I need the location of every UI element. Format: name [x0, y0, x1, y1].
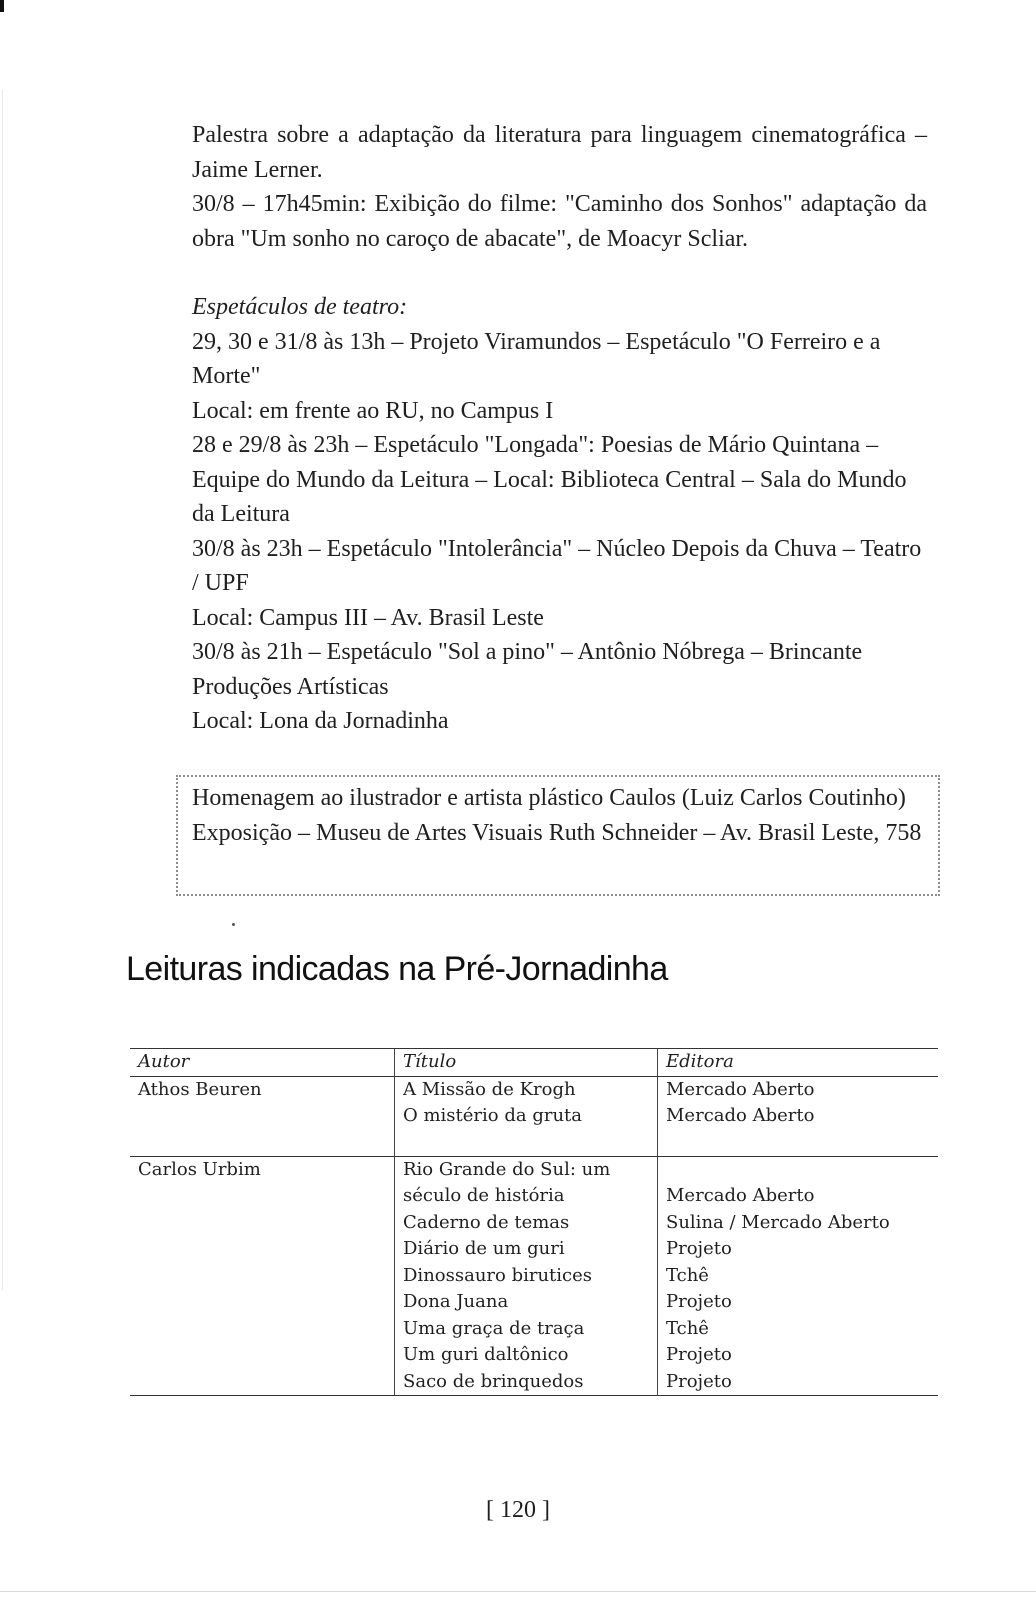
- intro-section: [192, 118, 927, 256]
- author-name: Athos Beuren: [138, 1078, 262, 1100]
- book-title: Caderno de temas: [403, 1211, 570, 1233]
- publisher-name: Mercado Aberto: [666, 1078, 815, 1100]
- theater-line: 28 e 29/8 às 23h – Espetáculo "Longada": Poesias de Mário Quintana – Equipe do Mundo da Leitura – Local: Biblioteca Central – Sala do Mundo da Leitura: [192, 432, 907, 527]
- scan-edge-bottom: [0, 1591, 1036, 1592]
- tribute-box: [176, 775, 940, 896]
- publisher-name: Projeto: [666, 1370, 732, 1392]
- theater-line: Local: Lona da Jornadinha: [192, 708, 449, 734]
- book-title: século de história: [403, 1185, 565, 1206]
- scan-edge: [2, 90, 3, 1290]
- header-titulo: Título: [395, 1049, 658, 1077]
- publisher-name: Sulina / Mercado Aberto: [666, 1211, 890, 1233]
- table-row: [130, 1076, 938, 1156]
- author-cell: [130, 1156, 395, 1396]
- title-cell: [395, 1156, 658, 1396]
- publisher-name: Mercado Aberto: [666, 1105, 815, 1126]
- theater-section: [192, 290, 927, 739]
- section-title: Leituras indicadas na Pré-Jornadinha: [126, 950, 668, 988]
- theater-line: 30/8 às 23h – Espetáculo "Intolerância" – Núcleo Depois da Chuva – Teatro / UPF: [192, 535, 922, 596]
- theater-heading: Espetáculos de teatro:: [192, 294, 408, 320]
- page-number: [ 120 ]: [486, 1497, 550, 1523]
- theater-line: 30/8 às 21h – Espetáculo "Sol a pino" – Antônio Nóbrega – Brincante Produções Artísticas: [192, 639, 863, 700]
- publisher-cell: [658, 1156, 939, 1396]
- author-cell: [130, 1076, 395, 1156]
- theater-line: Local: Campus III – Av. Brasil Leste: [192, 604, 544, 631]
- theater-line: 29, 30 e 31/8 às 13h – Projeto Viramundos – Espetáculo "O Ferreiro e a Morte": [192, 328, 881, 389]
- publisher-name: Tchê: [666, 1264, 709, 1286]
- book-title: Uma graça de traça: [403, 1317, 585, 1339]
- publisher-name: Tchê: [666, 1317, 709, 1339]
- title-cell: [395, 1076, 658, 1156]
- intro-paragraph: 30/8 – 17h45min: Exibição do filme: "Caminho dos Sonhos" adaptação da obra "Um sonho no caroço de abacate", de Moacyr Scliar.: [192, 191, 927, 252]
- publisher-name: Projeto: [666, 1291, 732, 1312]
- theater-line: Local: em frente ao RU, no Campus I: [192, 397, 554, 424]
- publisher-name: [666, 1157, 930, 1184]
- book-title: Saco de brinquedos: [403, 1370, 584, 1392]
- scan-dot: [232, 923, 235, 926]
- intro-paragraph: Palestra sobre a adaptação da literatura para linguagem cinematográfica – Jaime Lerner.: [192, 122, 927, 183]
- publisher-name: Projeto: [666, 1344, 732, 1365]
- book-title: Dinossauro birutices: [403, 1264, 593, 1286]
- book-title: O mistério da gruta: [403, 1105, 583, 1126]
- scan-mark: [0, 0, 4, 12]
- book-title: Diário de um guri: [403, 1238, 565, 1259]
- table-row: [130, 1156, 938, 1396]
- table-header-row: [130, 1049, 938, 1077]
- book-title: A Missão de Krogh: [403, 1078, 576, 1100]
- book-title: Dona Juana: [403, 1291, 509, 1312]
- publisher-cell: [658, 1076, 939, 1156]
- author-name: Carlos Urbim: [138, 1158, 261, 1180]
- page-body: [192, 118, 927, 739]
- header-editora: Editora: [658, 1049, 939, 1077]
- publisher-name: Mercado Aberto: [666, 1185, 815, 1206]
- tribute-text: Homenagem ao ilustrador e artista plástico Caulos (Luiz Carlos Coutinho) Exposição – Museu de Artes Visuais Ruth Schneider – Av. Brasil Leste, 758: [192, 785, 922, 846]
- publisher-name: Projeto: [666, 1238, 732, 1259]
- reading-list-table: [130, 1048, 938, 1396]
- header-autor: Autor: [130, 1049, 395, 1077]
- book-title: Rio Grande do Sul: um: [403, 1158, 611, 1180]
- book-title: Um guri daltônico: [403, 1344, 569, 1365]
